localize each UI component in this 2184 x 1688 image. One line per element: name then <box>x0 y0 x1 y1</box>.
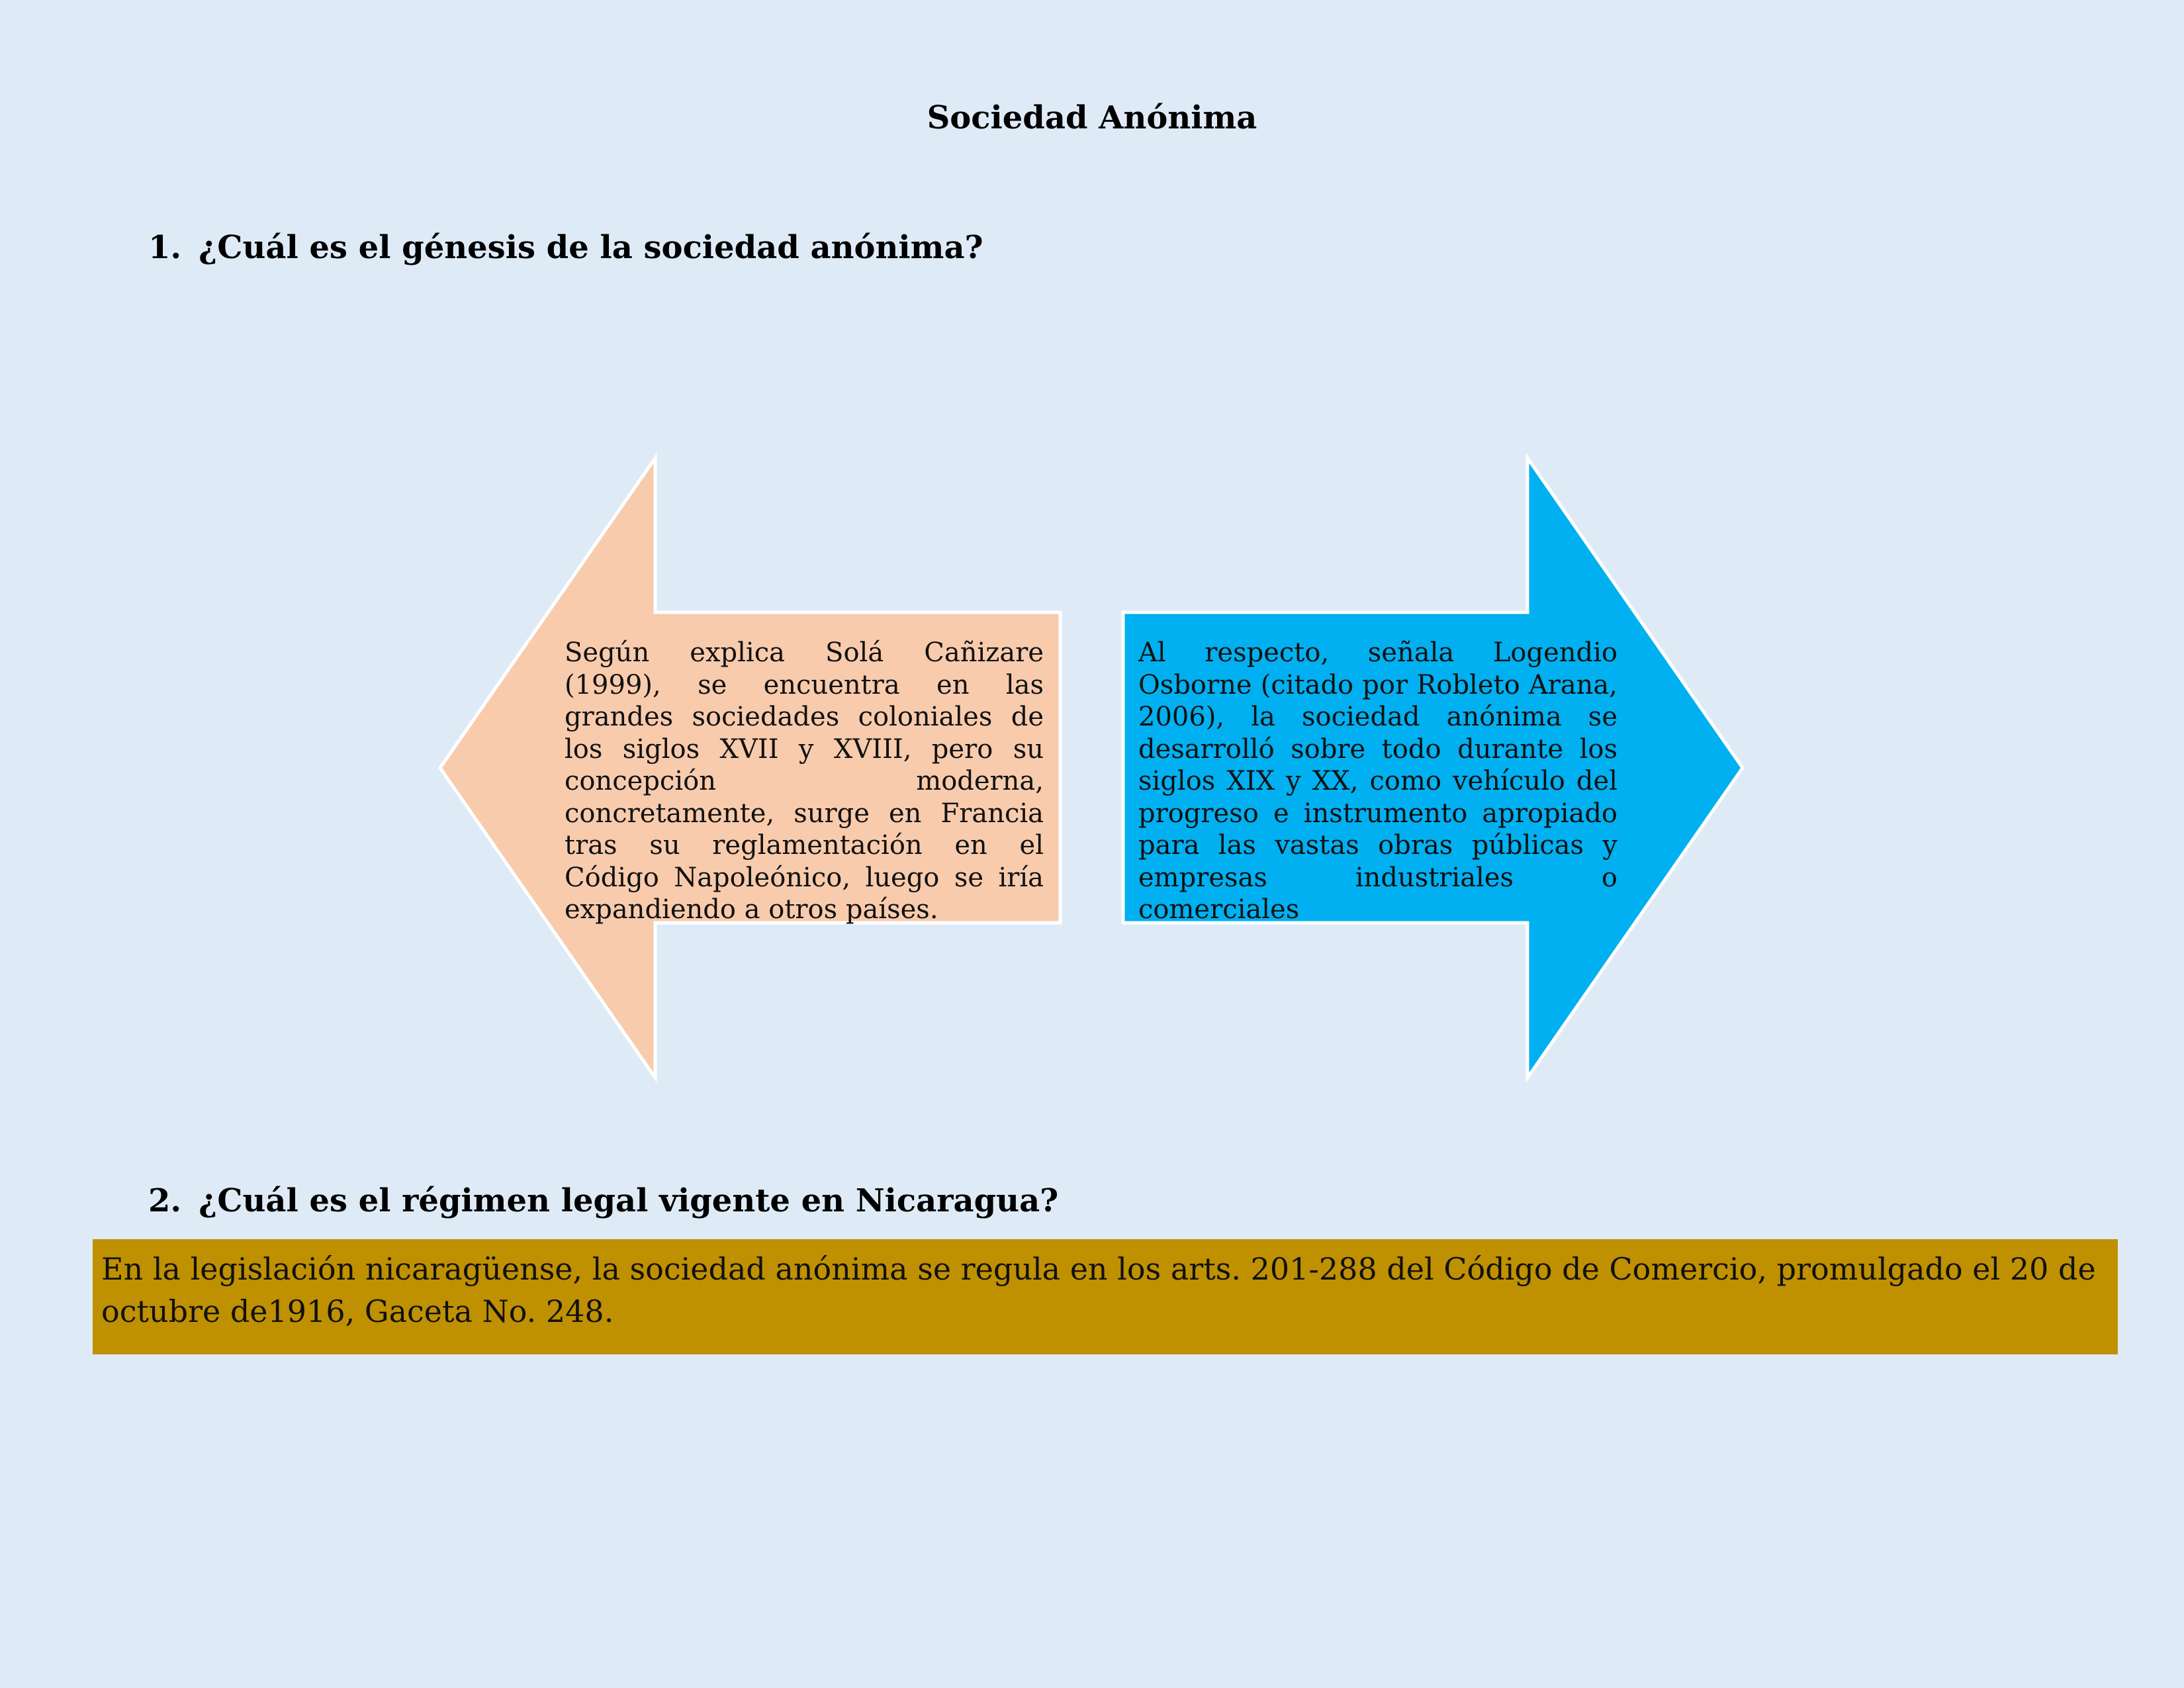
left-arrow-text: Según explica Solá Cañizare (1999), se encuentra en las grandes sociedades coloniales de los siglos XVII y XVIII, pero su concepción moderna, concretamente, surge en Francia tras su reglamentación en el Código Napoleónico, luego se iría expandiendo a otros países. <box>565 637 1044 925</box>
answer-2-box <box>93 1239 2118 1354</box>
right-arrow-text: Al respecto, señala Logendio Osborne (citado por Robleto Arana, 2006), la sociedad anónima se desarrolló sobre todo durante los siglos XIX y XX, como vehículo del progreso e instrumento apropiado para las vastas obras públicas y empresas industriales o comerciales <box>1138 637 1617 925</box>
question-2-text: ¿Cuál es el régimen legal vigente en Nicaragua? <box>199 1182 1059 1219</box>
question-1-number: 1. <box>148 229 182 266</box>
question-2 <box>148 1182 1058 1219</box>
answer-2-text: En la legislación nicaragüense, la sociedad anónima se regula en los arts. 201-288 del Código de Comercio, promulgado el 20 de octubre de1916, Gaceta No. 248. <box>101 1251 2096 1329</box>
question-1-text: ¿Cuál es el génesis de la sociedad anónima? <box>199 229 983 266</box>
page-title: Sociedad Anónima <box>927 99 1257 136</box>
question-2-number: 2. <box>148 1182 182 1219</box>
